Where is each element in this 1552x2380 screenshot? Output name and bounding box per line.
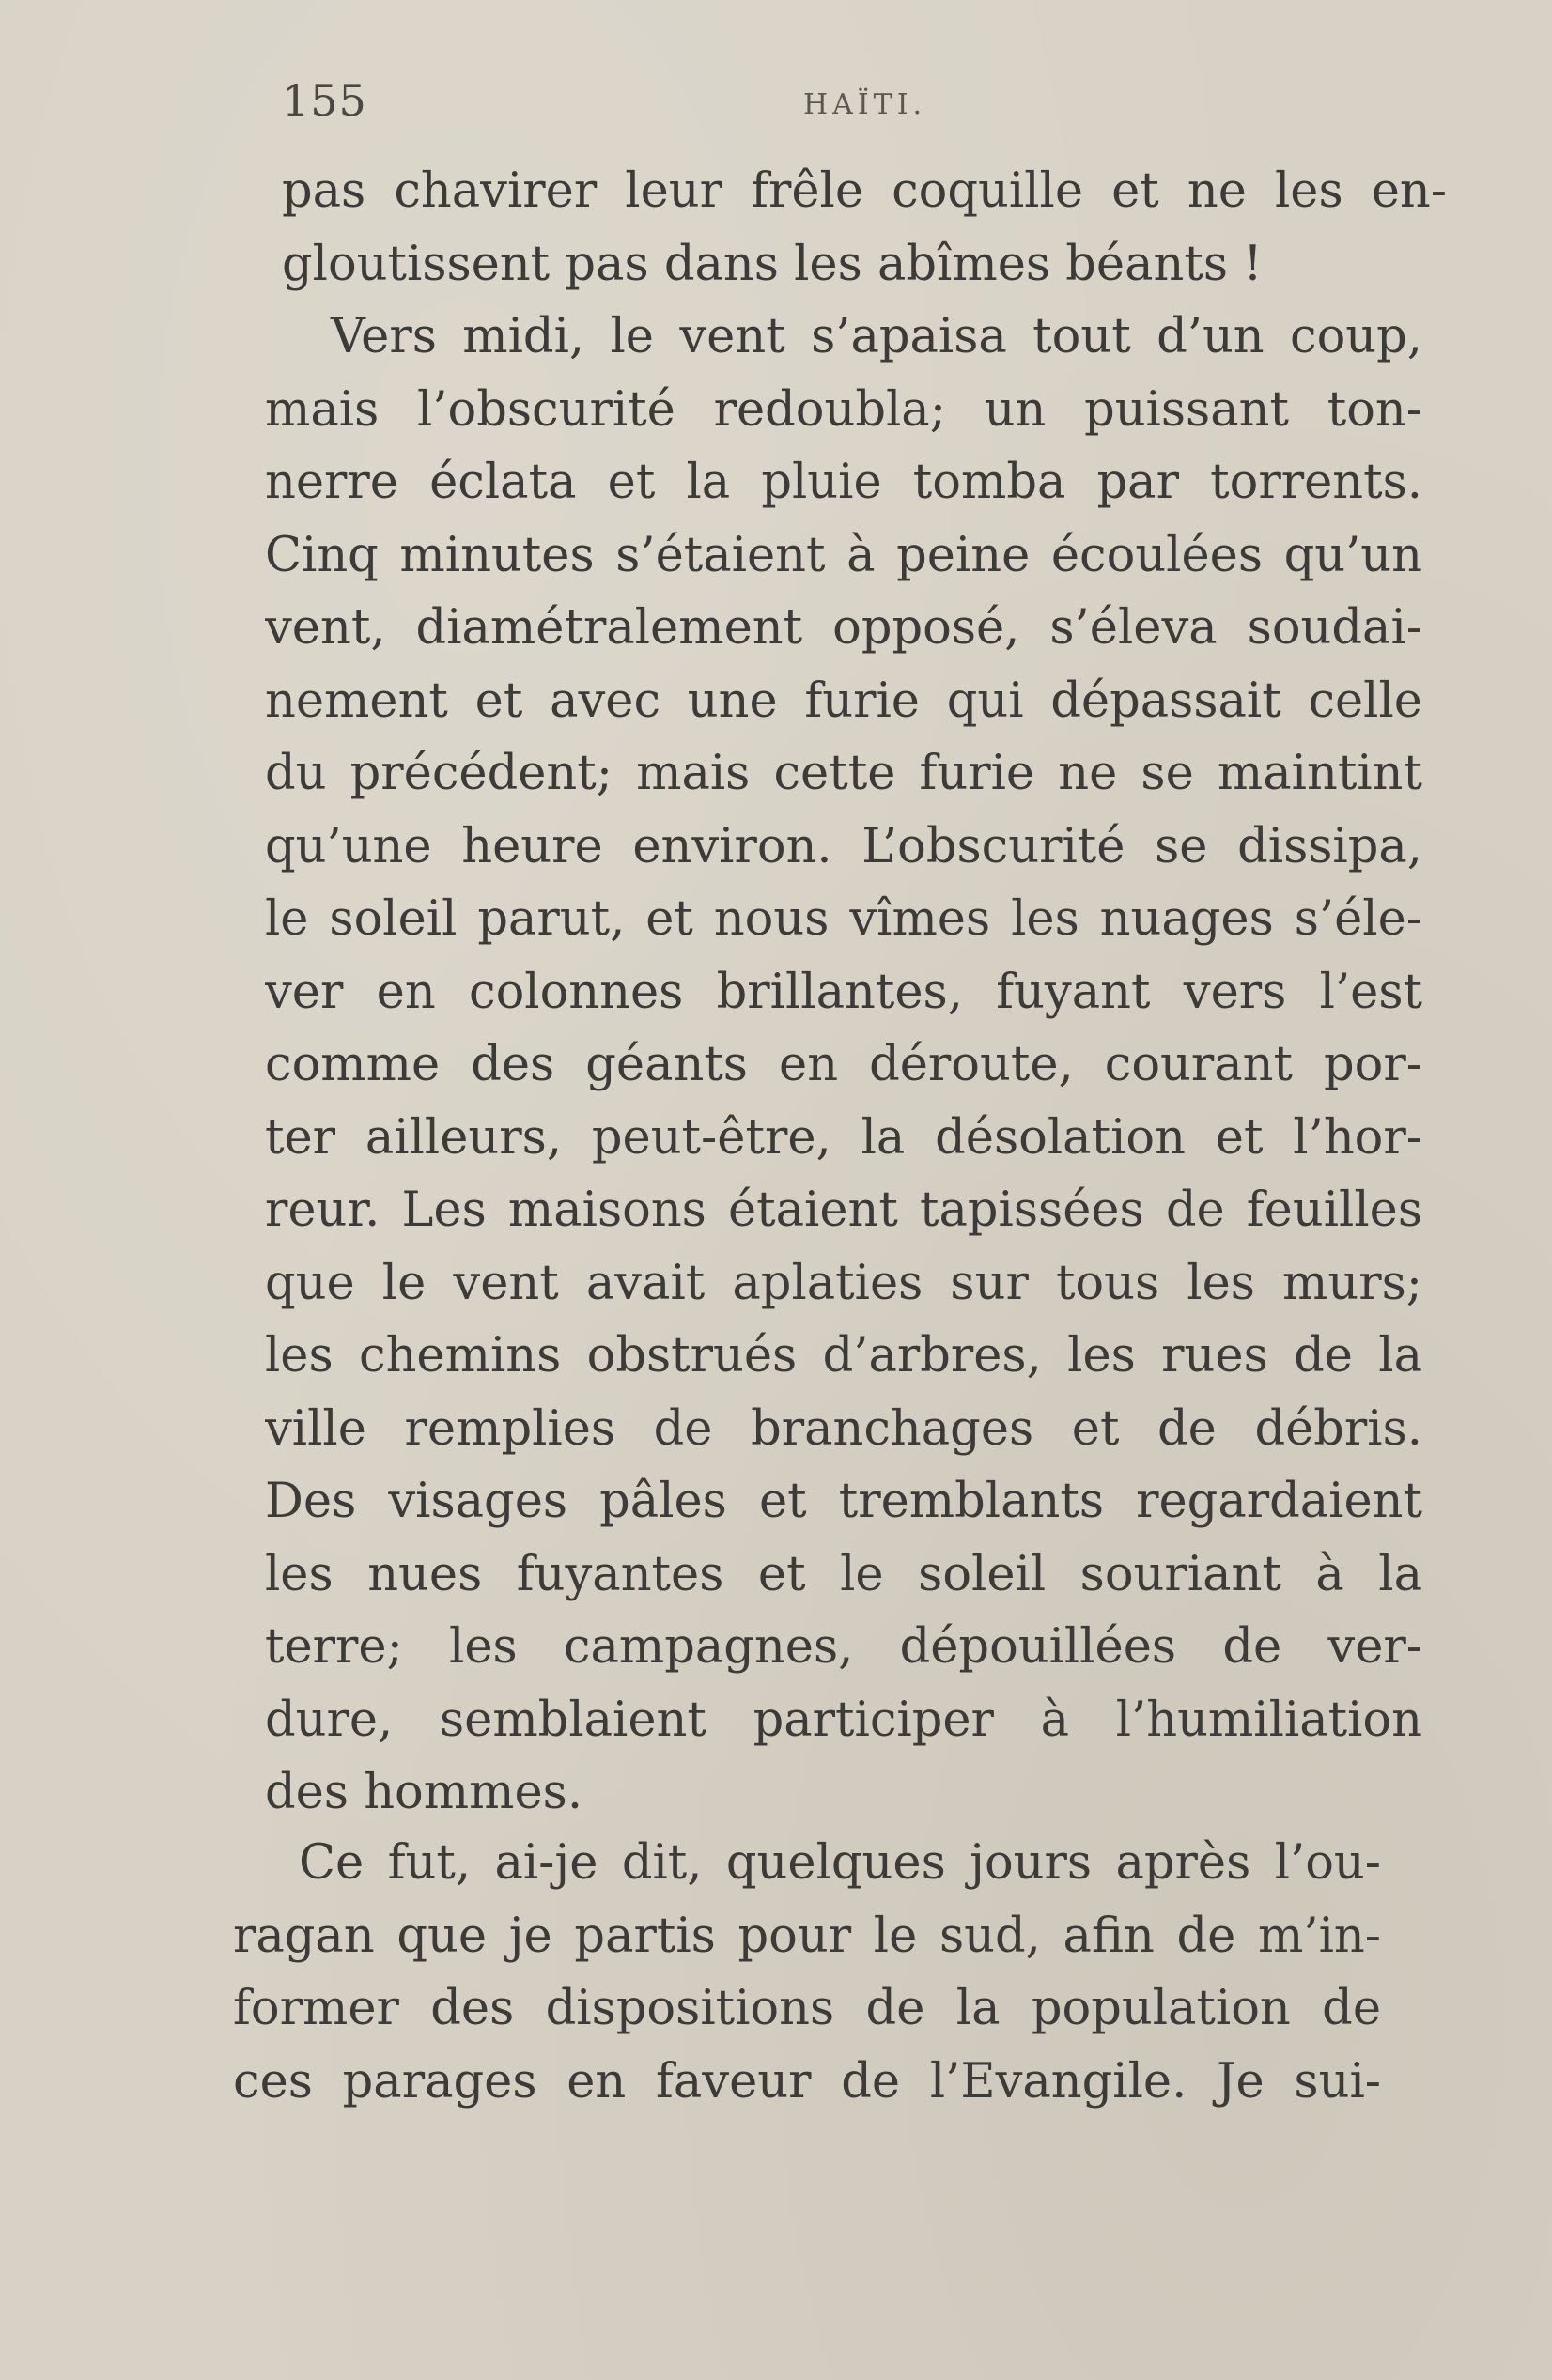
text-line: Vers midi, le vent s’apaisa tout d’un coup, bbox=[331, 309, 1422, 364]
text-line: terre; les campagnes, dépouillées de ver- bbox=[265, 1619, 1422, 1675]
text-line: nement et avec une furie qui dépassait celle bbox=[265, 672, 1422, 729]
text-line: ragan que je partis pour le sud, afin de m’in- bbox=[233, 1908, 1381, 1964]
text-line: du précédent; mais cette furie ne se maintint bbox=[265, 746, 1422, 801]
text-line: ville remplies de branchages et de débris. bbox=[265, 1400, 1422, 1457]
text-line: comme des géants en déroute, courant por- bbox=[265, 1037, 1422, 1092]
text-line: reur. Les maisons étaient tapissées de feuilles bbox=[265, 1182, 1422, 1238]
text-line: Ce fut, ai-je dit, quelques jours après l’ou- bbox=[299, 1835, 1381, 1891]
text-line: former des dispositions de la population de bbox=[233, 1981, 1381, 2036]
text-line: nerre éclata et la pluie tomba par torrents. bbox=[265, 455, 1422, 510]
running-head bbox=[282, 75, 1447, 131]
text-line: ver en colonnes brillantes, fuyant vers l’est bbox=[265, 964, 1422, 1020]
paragraph-1 bbox=[282, 155, 1447, 301]
paragraph-3 bbox=[233, 1827, 1381, 2118]
text-line: ter ailleurs, peut-être, la désolation et l’hor- bbox=[265, 1109, 1422, 1166]
text-line: gloutissent pas dans les abîmes béants ! bbox=[282, 236, 1263, 292]
text-line: les nues fuyantes et le soleil souriant à la bbox=[265, 1546, 1422, 1602]
text-line: Cinq minutes s’étaient à peine écoulées qu’un bbox=[265, 527, 1422, 583]
text-line: les chemins obstrués d’arbres, les rues de la bbox=[265, 1328, 1422, 1383]
text-line: vent, diamétralement opposé, s’éleva soudai- bbox=[265, 600, 1422, 656]
page-number: 155 bbox=[282, 75, 367, 126]
text-line: mais l’obscurité redoubla; un puissant ton- bbox=[265, 381, 1422, 438]
running-title: HAÏTI. bbox=[803, 88, 927, 121]
text-line: le soleil parut, et nous vîmes les nuages s’éle- bbox=[265, 891, 1422, 947]
text-line: des hommes. bbox=[265, 1765, 583, 1820]
text-line: que le vent avait aplaties sur tous les murs; bbox=[265, 1255, 1422, 1311]
text-line: qu’une heure environ. L’obscurité se dissipa, bbox=[265, 818, 1422, 874]
text-line: dure, semblaient participer à l’humiliation bbox=[265, 1692, 1422, 1748]
text-line: pas chavirer leur frêle coquille et ne les en- bbox=[282, 163, 1447, 219]
paragraph-2 bbox=[265, 301, 1422, 1830]
text-line: Des visages pâles et tremblants regardaient bbox=[265, 1474, 1422, 1529]
text-line: ces parages en faveur de l’Evangile. Je sui- bbox=[233, 2053, 1381, 2110]
